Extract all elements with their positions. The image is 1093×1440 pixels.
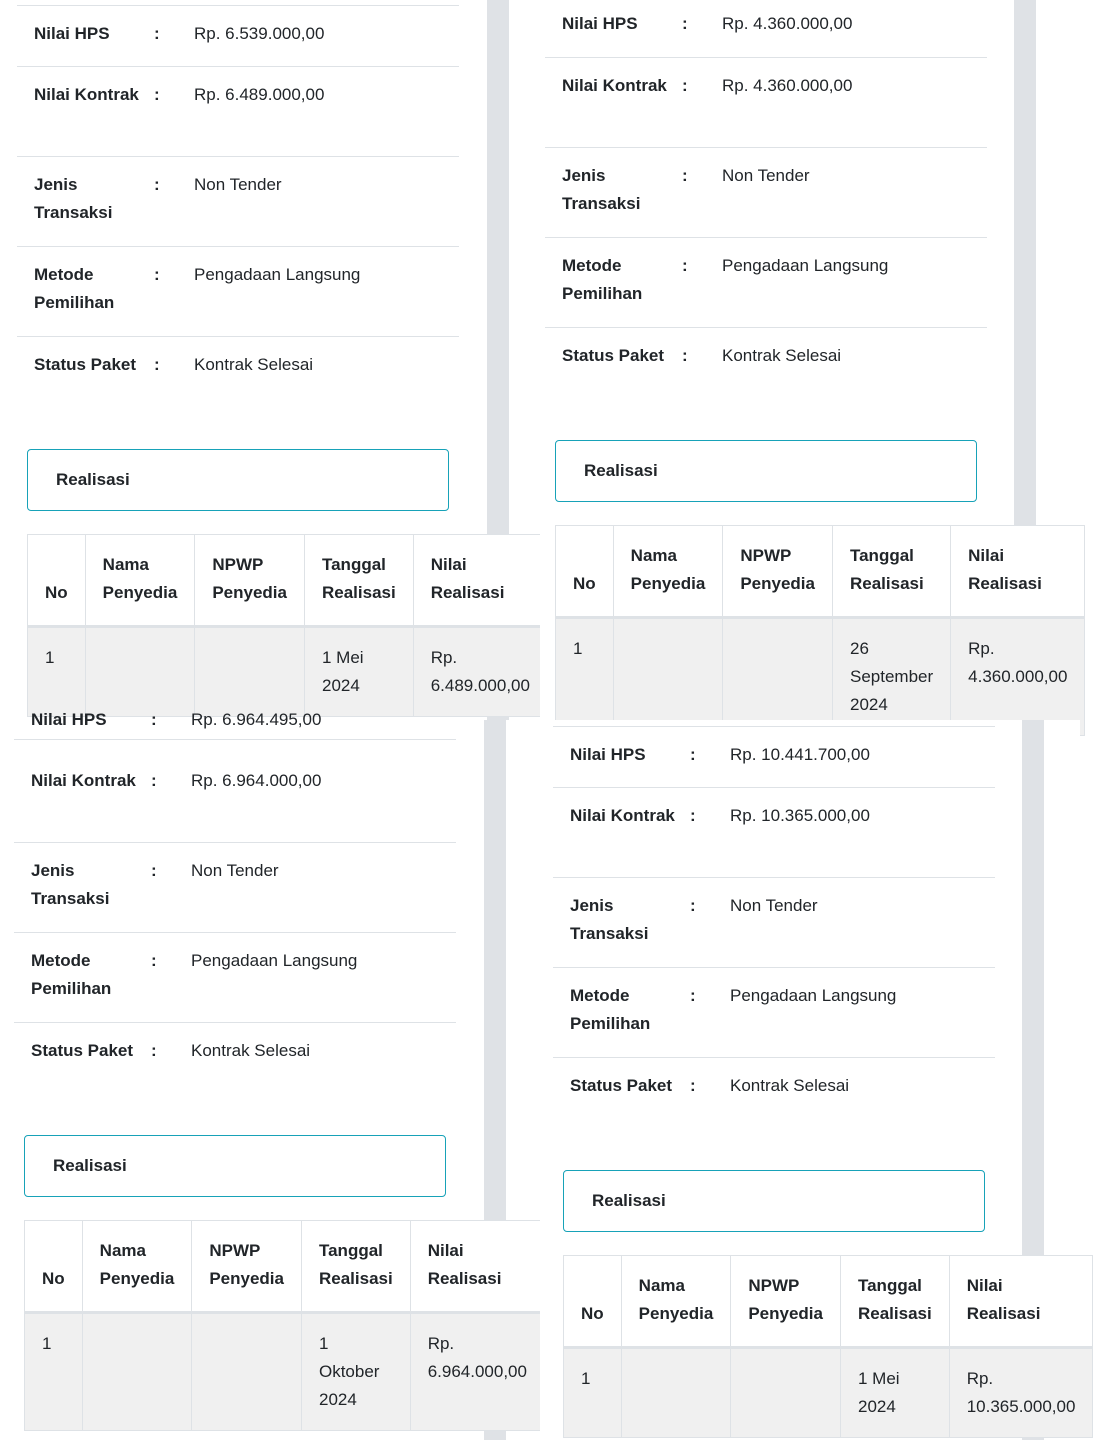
col-no: No [556,526,614,618]
cell-tanggal-realisasi: 1 Mei 2024 [304,627,413,717]
value-nilai-hps: Rp. 10.441.700,00 [730,745,870,764]
separator: : [690,1076,696,1095]
col-no: No [25,1221,83,1313]
col-nama-penyedia: Nama Penyedia [613,526,723,618]
row-metode-pemilihan [545,238,987,328]
row-status-paket [545,328,987,418]
screenshot-panel-1 [0,0,540,720]
table-row [556,618,1085,736]
label-metode-pemilihan: Metode Pemilihan [34,265,115,312]
label-nilai-hps: Nilai HPS [31,710,107,729]
row-jenis-transaksi [545,148,987,238]
value-nilai-hps: Rp. 6.539.000,00 [194,24,325,43]
value-metode-pemilihan: Pengadaan Langsung [194,265,361,284]
realisasi-button[interactable] [27,449,449,511]
cell-no: 1 [25,1313,83,1431]
cell-no: 1 [564,1348,622,1438]
label-nilai-kontrak: Nilai Kontrak [31,771,136,790]
col-tanggal-realisasi: Tanggal Realisasi [840,1256,949,1348]
row-status-paket [14,1023,456,1113]
col-nilai-realisasi: Nilai Realisasi [951,526,1085,618]
separator: : [154,85,160,104]
realisasi-button[interactable] [555,440,977,502]
cell-tanggal-realisasi: 26 September 2024 [832,618,950,736]
col-tanggal-realisasi: Tanggal Realisasi [301,1221,410,1313]
col-npwp-penyedia: NPWP Penyedia [723,526,833,618]
row-jenis-transaksi [553,878,995,968]
realisasi-table [24,1220,545,1431]
col-npwp-penyedia: NPWP Penyedia [192,1221,302,1313]
col-nama-penyedia: Nama Penyedia [621,1256,731,1348]
table-row [564,1348,1093,1438]
cell-nama-penyedia [621,1348,731,1438]
package-info-table [553,726,995,1148]
label-jenis-transaksi: Jenis Transaksi [31,861,110,908]
col-nilai-realisasi: Nilai Realisasi [949,1256,1093,1348]
realisasi-table [27,534,548,717]
label-metode-pemilihan: Metode Pemilihan [562,256,643,303]
cell-npwp-penyedia [195,627,305,717]
separator: : [682,76,688,95]
label-nilai-kontrak: Nilai Kontrak [562,76,667,95]
label-metode-pemilihan: Metode Pemilihan [570,986,651,1033]
cell-npwp-penyedia [731,1348,841,1438]
col-tanggal-realisasi: Tanggal Realisasi [304,535,413,627]
screenshot-panel-3 [0,710,540,1440]
separator: : [154,355,160,374]
value-metode-pemilihan: Pengadaan Langsung [730,986,897,1005]
cell-nama-penyedia [85,627,195,717]
realisasi-button[interactable] [24,1135,446,1197]
label-jenis-transaksi: Jenis Transaksi [570,896,649,943]
separator: : [682,166,688,185]
row-nilai-kontrak [17,67,459,157]
realisasi-label: Realisasi [584,461,658,480]
separator: : [151,710,157,729]
realisasi-table [555,525,1085,736]
table-row [25,1313,545,1431]
label-nilai-kontrak: Nilai Kontrak [34,85,139,104]
realisasi-label: Realisasi [592,1191,666,1210]
value-status-paket: Kontrak Selesai [194,355,314,374]
row-status-paket [17,337,459,427]
cell-no: 1 [556,618,614,736]
separator: : [690,896,696,915]
value-nilai-kontrak: Rp. 4.360.000,00 [722,76,853,95]
package-info-table [14,753,456,1113]
label-nilai-hps: Nilai HPS [562,14,638,33]
separator: : [682,346,688,365]
realisasi-label: Realisasi [53,1156,127,1175]
table-header-row [25,1221,545,1313]
cell-nama-penyedia [82,1313,192,1431]
value-nilai-kontrak: Rp. 6.489.000,00 [194,85,325,104]
value-jenis-transaksi: Non Tender [722,166,810,185]
label-metode-pemilihan: Metode Pemilihan [31,951,112,998]
table-header-row [556,526,1085,618]
table-header-row [28,535,548,627]
row-jenis-transaksi [17,157,459,247]
value-nilai-kontrak: Rp. 6.964.000,00 [191,771,322,790]
separator: : [151,771,157,790]
cell-nilai-realisasi: Rp. 10.365.000,00 [949,1348,1093,1438]
screenshot-panel-4 [540,720,1080,1440]
separator: : [690,986,696,1005]
label-jenis-transaksi: Jenis Transaksi [34,175,113,222]
label-nilai-hps: Nilai HPS [34,24,110,43]
label-status-paket: Status Paket [34,355,137,374]
cell-nilai-realisasi: Rp. 6.964.000,00 [410,1313,544,1431]
label-jenis-transaksi: Jenis Transaksi [562,166,641,213]
row-nilai-hps [14,706,456,740]
value-metode-pemilihan: Pengadaan Langsung [722,256,889,275]
package-info-table [545,0,987,418]
cell-nilai-realisasi: Rp. 4.360.000,00 [951,618,1085,736]
value-jenis-transaksi: Non Tender [191,861,279,880]
label-nilai-kontrak: Nilai Kontrak [570,806,675,825]
table-row [28,627,548,717]
col-no: No [564,1256,622,1348]
row-metode-pemilihan [553,968,995,1058]
separator: : [682,256,688,275]
row-metode-pemilihan [14,933,456,1023]
col-npwp-penyedia: NPWP Penyedia [195,535,305,627]
realisasi-button[interactable] [563,1170,985,1232]
separator: : [151,951,157,970]
value-nilai-hps: Rp. 6.964.495,00 [191,710,322,729]
label-status-paket: Status Paket [31,1041,134,1060]
value-status-paket: Kontrak Selesai [730,1076,850,1095]
realisasi-table [563,1255,1093,1438]
value-nilai-hps: Rp. 4.360.000,00 [722,14,853,33]
cell-npwp-penyedia [192,1313,302,1431]
value-status-paket: Kontrak Selesai [722,346,842,365]
cell-nama-penyedia [613,618,723,736]
label-nilai-hps: Nilai HPS [570,745,646,764]
package-info-table [17,5,459,427]
cell-tanggal-realisasi: 1 Mei 2024 [840,1348,949,1438]
label-status-paket: Status Paket [570,1076,673,1095]
screenshot-panel-2 [540,0,1080,720]
col-no: No [28,535,86,627]
value-status-paket: Kontrak Selesai [191,1041,311,1060]
col-tanggal-realisasi: Tanggal Realisasi [832,526,950,618]
col-nama-penyedia: Nama Penyedia [82,1221,192,1313]
separator: : [154,265,160,284]
row-nilai-hps [553,726,995,788]
separator: : [154,24,160,43]
separator: : [151,1041,157,1060]
col-npwp-penyedia: NPWP Penyedia [731,1256,841,1348]
value-jenis-transaksi: Non Tender [194,175,282,194]
row-status-paket [553,1058,995,1148]
cell-tanggal-realisasi: 1 Oktober 2024 [301,1313,410,1431]
value-jenis-transaksi: Non Tender [730,896,818,915]
value-metode-pemilihan: Pengadaan Langsung [191,951,358,970]
realisasi-label: Realisasi [56,470,130,489]
row-nilai-hps [17,5,459,67]
separator: : [154,175,160,194]
separator: : [151,861,157,880]
separator: : [690,806,696,825]
table-header-row [564,1256,1093,1348]
row-nilai-kontrak [545,58,987,148]
row-metode-pemilihan [17,247,459,337]
row-nilai-hps [545,0,987,58]
row-nilai-kontrak [14,753,456,843]
row-jenis-transaksi [14,843,456,933]
cell-npwp-penyedia [723,618,833,736]
cell-nilai-realisasi: Rp. 6.489.000,00 [413,627,547,717]
col-nama-penyedia: Nama Penyedia [85,535,195,627]
value-nilai-kontrak: Rp. 10.365.000,00 [730,806,870,825]
label-status-paket: Status Paket [562,346,665,365]
row-nilai-kontrak [553,788,995,878]
cell-no: 1 [28,627,86,717]
col-nilai-realisasi: Nilai Realisasi [410,1221,544,1313]
separator: : [690,745,696,764]
separator: : [682,14,688,33]
col-nilai-realisasi: Nilai Realisasi [413,535,547,627]
